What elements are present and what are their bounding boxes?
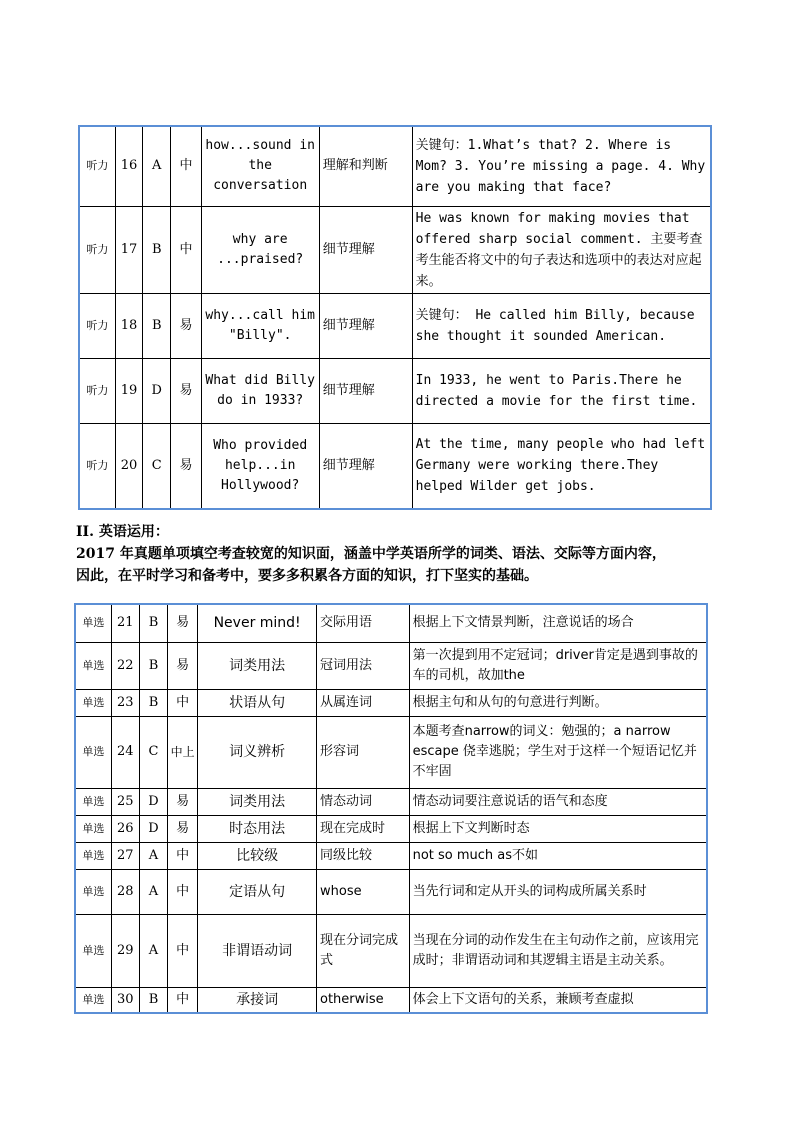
section-cell: 单选 [75, 914, 111, 987]
table-row [75, 842, 707, 869]
number-cell: 27 [111, 842, 139, 869]
listening-analysis-table [78, 125, 712, 510]
answer-cell: B [139, 604, 167, 642]
note-cell: 体会上下文语句的关系，兼顾考查虚拟 [409, 987, 707, 1013]
skill-type-cell: whose [317, 869, 410, 914]
number-cell: 25 [111, 788, 139, 815]
note-cell: not so much as不如 [409, 842, 707, 869]
section-cell: 单选 [75, 987, 111, 1013]
note-cell: 第一次提到用不定冠词；driver肯定是遇到事故的车的司机，故加the [409, 642, 707, 689]
section-cell: 单选 [75, 842, 111, 869]
note-cell: In 1933, he went to Paris.There he directed a movie for the first time. [412, 358, 711, 423]
answer-cell: A [139, 914, 167, 987]
table-row [75, 689, 707, 716]
number-cell: 20 [115, 423, 142, 509]
difficulty-cell: 中 [171, 206, 201, 293]
number-cell: 30 [111, 987, 139, 1013]
question-cell: 词义辨析 [198, 716, 317, 788]
skill-type-cell: 细节理解 [319, 206, 412, 293]
number-cell: 28 [111, 869, 139, 914]
skill-type-cell: 细节理解 [319, 358, 412, 423]
difficulty-cell: 中 [168, 869, 198, 914]
difficulty-cell: 易 [171, 293, 201, 358]
note-cell: 根据上下文情景判断，注意说话的场合 [409, 604, 707, 642]
section-cell: 听力 [79, 293, 115, 358]
difficulty-cell: 中上 [168, 716, 198, 788]
skill-type-cell: 细节理解 [319, 423, 412, 509]
difficulty-cell: 中 [168, 842, 198, 869]
difficulty-cell: 中 [168, 914, 198, 987]
skill-type-cell: 从属连词 [317, 689, 410, 716]
note-cell: 情态动词要注意说话的语气和态度 [409, 788, 707, 815]
difficulty-cell: 易 [171, 423, 201, 509]
number-cell: 23 [111, 689, 139, 716]
answer-cell: D [143, 358, 171, 423]
answer-cell: D [139, 815, 167, 842]
skill-type-cell: 细节理解 [319, 293, 412, 358]
grammar-analysis-table [74, 603, 708, 1014]
difficulty-cell: 易 [168, 815, 198, 842]
section-cell: 听力 [79, 358, 115, 423]
note-cell: 本题考查narrow的词义：勉强的；a narrow escape 侥幸逃脱；学生对于这样一个短语记忆并不牢固 [409, 716, 707, 788]
section-paragraph-line: 2017 年真题单项填空考查较宽的知识面，涵盖中学英语所学的词类、语法、交际等方面内容， [76, 546, 666, 562]
question-cell: why are ...praised? [201, 206, 319, 293]
section-cell: 单选 [75, 788, 111, 815]
answer-cell: B [139, 689, 167, 716]
answer-cell: C [139, 716, 167, 788]
section-cell: 听力 [79, 423, 115, 509]
table-row [79, 423, 711, 509]
skill-type-cell: 形容词 [317, 716, 410, 788]
number-cell: 19 [115, 358, 142, 423]
number-cell: 16 [115, 126, 142, 206]
table-row [75, 604, 707, 642]
answer-cell: C [143, 423, 171, 509]
table-row [75, 815, 707, 842]
answer-cell: B [139, 987, 167, 1013]
skill-type-cell: 交际用语 [317, 604, 410, 642]
question-cell: 承接词 [198, 987, 317, 1013]
section-cell: 单选 [75, 604, 111, 642]
number-cell: 29 [111, 914, 139, 987]
question-cell: Who provided help...in Hollywood? [201, 423, 319, 509]
skill-type-cell: 现在分词完成式 [317, 914, 410, 987]
answer-cell: A [139, 842, 167, 869]
table-row [75, 914, 707, 987]
table-row [75, 987, 707, 1013]
question-cell: 词类用法 [198, 788, 317, 815]
question-cell: 词类用法 [198, 642, 317, 689]
difficulty-cell: 易 [168, 604, 198, 642]
difficulty-cell: 易 [168, 788, 198, 815]
note-cell: 根据主句和从句的句意进行判断。 [409, 689, 707, 716]
skill-type-cell: 理解和判断 [319, 126, 412, 206]
question-cell: What did Billy do in 1933? [201, 358, 319, 423]
question-cell: why...call him "Billy". [201, 293, 319, 358]
number-cell: 24 [111, 716, 139, 788]
answer-cell: A [143, 126, 171, 206]
table-row [79, 206, 711, 293]
table-row [79, 293, 711, 358]
section-cell: 听力 [79, 126, 115, 206]
section-cell: 听力 [79, 206, 115, 293]
table-row [75, 716, 707, 788]
question-cell: 定语从句 [198, 869, 317, 914]
section-heading: II. 英语运用： [76, 524, 169, 540]
section-cell: 单选 [75, 815, 111, 842]
note-cell: 关键句： He called him Billy, because she thought it sounded American. [412, 293, 711, 358]
difficulty-cell: 易 [168, 642, 198, 689]
difficulty-cell: 中 [168, 689, 198, 716]
number-cell: 18 [115, 293, 142, 358]
difficulty-cell: 中 [168, 987, 198, 1013]
section-paragraph-line: 因此，在平时学习和备考中，要多多积累各方面的知识，打下坚实的基础。 [76, 568, 538, 584]
number-cell: 17 [115, 206, 142, 293]
answer-cell: A [139, 869, 167, 914]
note-cell: 关键句：1.What’s that? 2. Where is Mom? 3. You’re missing a page. 4. Why are you making that face? [412, 126, 711, 206]
skill-type-cell: 冠词用法 [317, 642, 410, 689]
question-cell: 时态用法 [198, 815, 317, 842]
question-cell: how...sound in the conversation [201, 126, 319, 206]
skill-type-cell: 情态动词 [317, 788, 410, 815]
note-cell: At the time, many people who had left Germany were working there.They helped Wilder get jobs. [412, 423, 711, 509]
note-cell: 当先行词和定从开头的词构成所属关系时 [409, 869, 707, 914]
note-cell: 根据上下文判断时态 [409, 815, 707, 842]
question-cell: Never mind! [198, 604, 317, 642]
table-row [75, 788, 707, 815]
table-row [75, 869, 707, 914]
section-cell: 单选 [75, 642, 111, 689]
answer-cell: D [139, 788, 167, 815]
answer-cell: B [139, 642, 167, 689]
number-cell: 26 [111, 815, 139, 842]
section-cell: 单选 [75, 689, 111, 716]
question-cell: 比较级 [198, 842, 317, 869]
table-row [79, 126, 711, 206]
skill-type-cell: 现在完成时 [317, 815, 410, 842]
section-cell: 单选 [75, 716, 111, 788]
question-cell: 状语从句 [198, 689, 317, 716]
table-row [79, 358, 711, 423]
table-row [75, 642, 707, 689]
number-cell: 22 [111, 642, 139, 689]
answer-cell: B [143, 206, 171, 293]
number-cell: 21 [111, 604, 139, 642]
skill-type-cell: 同级比较 [317, 842, 410, 869]
note-cell: 当现在分词的动作发生在主句动作之前，应该用完成时；非谓语动词和其逻辑主语是主动关系。 [409, 914, 707, 987]
skill-type-cell: otherwise [317, 987, 410, 1013]
answer-cell: B [143, 293, 171, 358]
difficulty-cell: 易 [171, 358, 201, 423]
section-cell: 单选 [75, 869, 111, 914]
note-cell: He was known for making movies that offered sharp social comment. 主要考查考生能否将文中的句子表达和选项中的表达对应起来。 [412, 206, 711, 293]
question-cell: 非谓语动词 [198, 914, 317, 987]
difficulty-cell: 中 [171, 126, 201, 206]
